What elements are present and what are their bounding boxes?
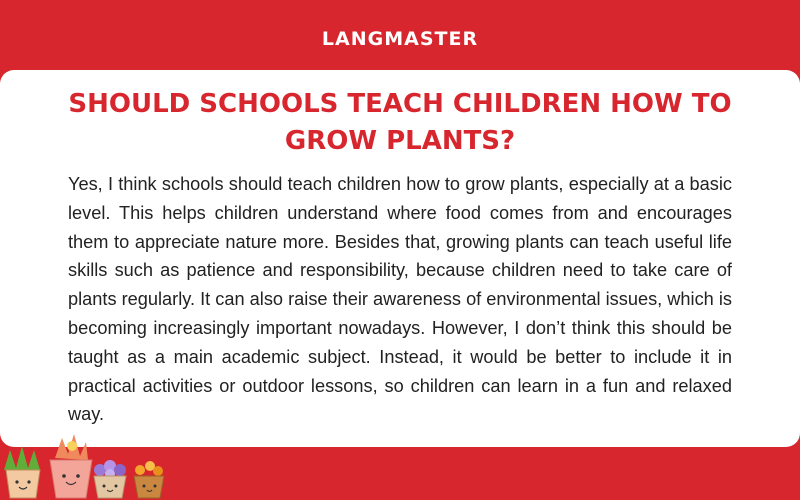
article-body: Yes, I think schools should teach children how to grow plants, especially at a basic level. This helps children understand where food comes from and encourages them to appreciate nature more. Besides that, growing plants can teach useful life skills such as patience and responsibility, because children need to take care of plants regularly. It can also raise their awareness of environmental issues, which is becoming increasingly important nowadays. However, I don’t think this should be taught as a main academic subject. Instead, it would be better to include it in practical activities or outdoor lessons, so children can learn in a fun and relaxed way. xyxy=(68,174,732,425)
content-card xyxy=(0,70,800,447)
flower-pot-icon xyxy=(50,434,92,498)
purple-succulent-pot-icon xyxy=(94,460,126,498)
page-title: SHOULD SCHOOLS TEACH CHILDREN HOW TO GROW PLANTS? xyxy=(68,89,732,156)
brand-logo: LANGMASTER xyxy=(321,28,479,50)
orange-succulent-pot-icon xyxy=(134,461,164,498)
succulent-pot-icon xyxy=(4,446,40,498)
plants-illustration xyxy=(0,420,200,500)
